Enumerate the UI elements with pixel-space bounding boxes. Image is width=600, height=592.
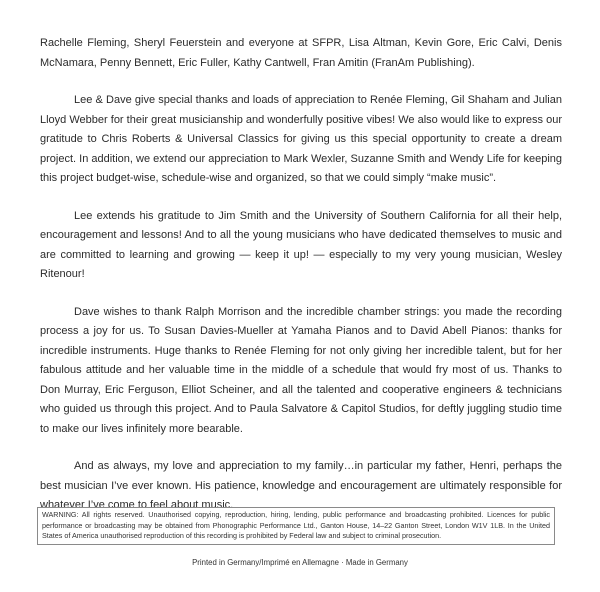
acknowledgements-paragraph-4: Dave wishes to thank Ralph Morrison and the incredible chamber strings: you made the recording process a joy for us. To Susan Davies-Mueller at Yamaha Pianos and to David Abell Pianos: thanks for incredible instruments. Huge thanks to Renée Fleming for not only giving her incredible talent, but for her fabulous attitude and her valuable time in the middle of a schedule that would fry most of us. Thanks to Don Murray, Eric Ferguson, Elliot Scheiner, and all the talented and cooperative engineers & technicians who guided us through this project. And to Paula Salvatore & Capitol Studios, for deftly juggling studio time to make our lives infinitely more bearable.	[40, 305, 562, 435]
acknowledgements-paragraph-2: Lee & Dave give special thanks and loads of appreciation to Renée Fleming, Gil Shaham and Julian Lloyd Webber for their great musicianship and wonderfully positive vibes! We also would like to express our gratitude to Chris Roberts & Universal Classics for giving us this special opportunity to create a dream project. In addition, we extend our appreciation to Mark Wexler, Suzanne Smith and Wendy Life for keeping this project budget-wise, schedule-wise and organized, so that we could simply “make music”.	[40, 94, 562, 184]
acknowledgements-paragraph-1: Rachelle Fleming, Sheryl Feuerstein and everyone at SFPR, Lisa Altman, Kevin Gore, Eric Calvi, Denis McNamara, Penny Bennett, Eric Fuller, Kathy Cantwell, Fran Amitin (FranAm Publishing).	[40, 37, 562, 69]
printed-in-germany-line: Printed in Germany/Imprimé en Allemagne · Made in Germany	[192, 558, 408, 567]
copyright-warning-box: WARNING: All rights reserved. Unauthorised copying, reproduction, hiring, lending, public performance and broadcasting prohibited. Licences for public performance or broadcasting may be obtained from Phonographic Performance Ltd., Ganton House, 14–22 Ganton Street, London W1V 1LB. In the United States of America unauthorised reproduction of this recording is prohibited by Federal law and subject to criminal prosecution.	[37, 507, 555, 545]
acknowledgements-paragraph-5: And as always, my love and appreciation to my family…in particular my father, Henri, perhaps the best musician I’ve ever known. His patience, knowledge and encouragement are ultimately responsible for whatever I’ve come to feel about music.	[40, 460, 562, 511]
acknowledgements-paragraph-3: Lee extends his gratitude to Jim Smith and the University of Southern California for all their help, encouragement and lessons! And to all the young musicians who have dedicated themselves to music and are committed to learning and growing — keep it up! — especially to my very young musician, Wesley Ritenour!	[40, 209, 562, 280]
liner-notes-body	[40, 34, 562, 516]
